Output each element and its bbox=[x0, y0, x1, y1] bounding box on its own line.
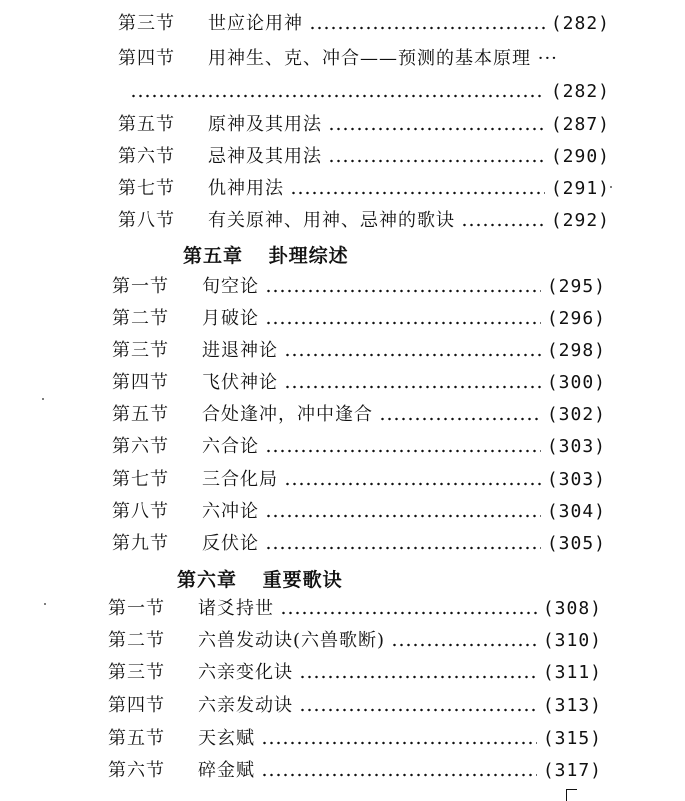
section-title: 仇神用法 bbox=[208, 178, 284, 199]
toc-entry bbox=[118, 143, 610, 171]
page-number: (311) bbox=[542, 662, 602, 683]
page-number: (290) bbox=[550, 146, 610, 167]
dot-leader bbox=[265, 498, 541, 526]
dot-leader bbox=[284, 466, 541, 494]
page-number: (300) bbox=[546, 372, 606, 393]
dot-leader bbox=[284, 337, 541, 365]
toc-entry bbox=[112, 530, 606, 558]
page-number: (291) bbox=[550, 178, 610, 199]
dot-leader bbox=[265, 273, 541, 301]
page-number: (282) bbox=[550, 13, 610, 34]
dot-leader bbox=[379, 401, 541, 429]
dot-leader bbox=[130, 78, 545, 106]
dot-leader bbox=[309, 10, 545, 38]
section-title: 忌神及其用法 bbox=[208, 146, 322, 167]
page-number: (282) bbox=[550, 81, 610, 102]
section-number: 第六节 bbox=[108, 760, 165, 781]
page-number: (296) bbox=[546, 308, 606, 329]
section-title: 旬空论 bbox=[202, 276, 259, 297]
scan-speck bbox=[44, 603, 46, 605]
toc-entry bbox=[118, 45, 610, 73]
section-number: 第一节 bbox=[108, 598, 165, 619]
page-number: (302) bbox=[546, 404, 606, 425]
section-title: 六兽发动诀(六兽歌断) bbox=[198, 630, 386, 651]
dot-leader bbox=[261, 725, 537, 753]
section-title: 用神生、克、冲合——预测的基本原理 ··· bbox=[208, 48, 558, 69]
scan-speck bbox=[42, 398, 44, 400]
toc-entry bbox=[118, 111, 610, 139]
dot-leader bbox=[328, 143, 545, 171]
chapter-heading bbox=[177, 565, 343, 595]
dot-leader bbox=[261, 757, 537, 785]
section-title: 合处逢冲，冲中逢合 bbox=[202, 404, 373, 425]
dot-leader bbox=[391, 627, 537, 655]
dot-leader bbox=[461, 207, 545, 235]
page-number: (305) bbox=[546, 533, 606, 554]
section-title: 进退神论 bbox=[202, 340, 278, 361]
page-number: (308) bbox=[542, 598, 602, 619]
toc-entry bbox=[108, 725, 602, 753]
toc-entry-continuation bbox=[130, 78, 610, 106]
section-number: 第八节 bbox=[112, 501, 169, 522]
chapter-title: 重要歌诀 bbox=[262, 569, 343, 591]
chapter-heading bbox=[183, 241, 349, 271]
toc-entry bbox=[108, 692, 602, 720]
toc-entry bbox=[112, 433, 606, 461]
section-title: 诸爻持世 bbox=[198, 598, 274, 619]
section-number: 第四节 bbox=[108, 695, 165, 716]
toc-entry bbox=[112, 498, 606, 526]
section-number: 第三节 bbox=[108, 662, 165, 683]
section-number: 第七节 bbox=[118, 178, 175, 199]
chapter-number: 第五章 bbox=[183, 245, 244, 267]
section-number: 第四节 bbox=[112, 372, 169, 393]
section-title: 六冲论 bbox=[202, 501, 259, 522]
chapter-number: 第六章 bbox=[177, 569, 238, 591]
section-number: 第三节 bbox=[112, 340, 169, 361]
section-title: 飞伏神论 bbox=[202, 372, 278, 393]
page-number: (303) bbox=[546, 469, 606, 490]
section-title: 月破论 bbox=[202, 308, 259, 329]
toc-entry bbox=[112, 305, 606, 333]
section-title: 六亲变化诀 bbox=[198, 662, 293, 683]
dot-leader bbox=[265, 530, 541, 558]
section-title: 天玄赋 bbox=[198, 728, 255, 749]
toc-entry bbox=[112, 401, 606, 429]
section-number: 第五节 bbox=[112, 404, 169, 425]
toc-entry bbox=[112, 337, 606, 365]
section-number: 第六节 bbox=[118, 146, 175, 167]
toc-entry bbox=[112, 466, 606, 494]
toc-entry bbox=[108, 659, 602, 687]
toc-entry bbox=[118, 10, 610, 38]
dot-leader bbox=[328, 111, 545, 139]
page-number: (313) bbox=[542, 695, 602, 716]
page-number: (303) bbox=[546, 436, 606, 457]
dot-leader bbox=[265, 305, 541, 333]
page-number: (287) bbox=[550, 114, 610, 135]
section-number: 第八节 bbox=[118, 210, 175, 231]
section-number: 第二节 bbox=[108, 630, 165, 651]
page-number: (292) bbox=[550, 210, 610, 231]
section-title: 有关原神、用神、忌神的歌诀 bbox=[208, 210, 455, 231]
section-title: 原神及其用法 bbox=[208, 114, 322, 135]
dot-leader bbox=[299, 659, 537, 687]
section-number: 第九节 bbox=[112, 533, 169, 554]
dot-leader bbox=[284, 369, 541, 397]
section-number: 第七节 bbox=[112, 469, 169, 490]
section-number: 第五节 bbox=[118, 114, 175, 135]
section-number: 第五节 bbox=[108, 728, 165, 749]
page-corner-mark bbox=[566, 789, 577, 801]
section-number: 第六节 bbox=[112, 436, 169, 457]
toc-entry bbox=[108, 757, 602, 785]
toc-entry bbox=[112, 273, 606, 301]
toc-entry bbox=[118, 207, 610, 235]
section-number: 第四节 bbox=[118, 48, 175, 69]
section-title: 反伏论 bbox=[202, 533, 259, 554]
section-title: 三合化局 bbox=[202, 469, 278, 490]
toc-entry bbox=[118, 175, 610, 203]
page-number: (295) bbox=[546, 276, 606, 297]
dot-leader bbox=[299, 692, 537, 720]
page-number: (304) bbox=[546, 501, 606, 522]
section-title: 六亲发动诀 bbox=[198, 695, 293, 716]
page-number: (315) bbox=[542, 728, 602, 749]
dot-leader bbox=[265, 433, 541, 461]
section-title: 碎金赋 bbox=[198, 760, 255, 781]
section-title: 六合论 bbox=[202, 436, 259, 457]
toc-entry bbox=[112, 369, 606, 397]
page-number: (317) bbox=[542, 760, 602, 781]
chapter-title: 卦理综述 bbox=[268, 245, 349, 267]
toc-entry bbox=[108, 627, 602, 655]
scan-speck bbox=[610, 186, 612, 188]
page-number: (310) bbox=[542, 630, 602, 651]
section-number: 第一节 bbox=[112, 276, 169, 297]
section-title: 世应论用神 bbox=[208, 13, 303, 34]
toc-entry bbox=[108, 595, 602, 623]
section-number: 第三节 bbox=[118, 13, 175, 34]
section-number: 第二节 bbox=[112, 308, 169, 329]
dot-leader bbox=[290, 175, 545, 203]
page-number: (298) bbox=[546, 340, 606, 361]
dot-leader bbox=[280, 595, 537, 623]
